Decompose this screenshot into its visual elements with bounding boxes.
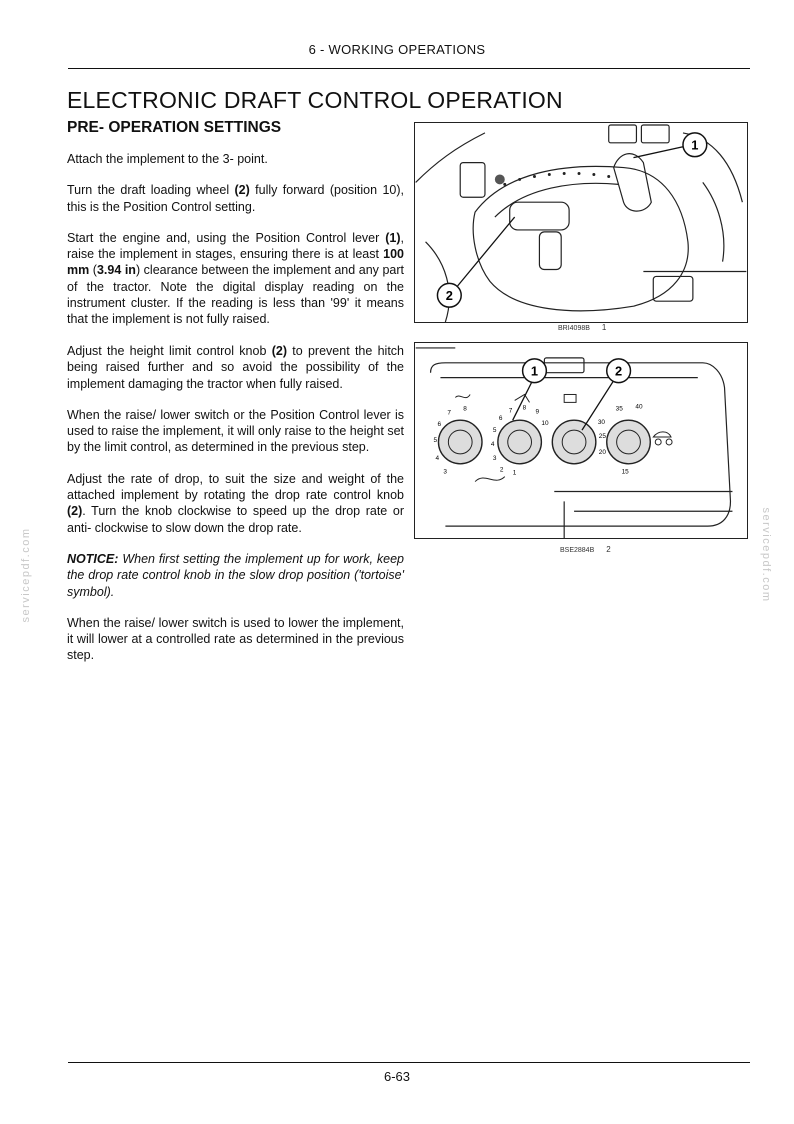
svg-text:5: 5 — [492, 427, 497, 435]
height-limit-icon — [564, 394, 576, 402]
svg-text:6: 6 — [437, 421, 442, 429]
svg-text:1: 1 — [530, 363, 539, 379]
knob-4 — [607, 420, 651, 464]
svg-text:7: 7 — [508, 407, 513, 415]
svg-text:8: 8 — [463, 405, 467, 413]
paragraph-lower-switch: When the raise/ lower switch is used to lower the implement, it will lower at a controlled rate as determined in the previous step. — [67, 615, 404, 663]
svg-text:9: 9 — [535, 408, 540, 416]
svg-text:35: 35 — [615, 405, 623, 413]
paragraph-start-engine: Start the engine and, using the Position Control lever (1), raise the implement in stages, ensuring there is at least 100 mm (3.94 in) clearance between the implement and any part of the tractor. Note the digital display reading on the instrument cluster. If the reading is less than '99' it means that the implement is not fully raised. — [67, 230, 404, 327]
footer-rule — [68, 1062, 750, 1063]
paragraph-draft-wheel: Turn the draft loading wheel (2) fully forward (position 10), this is the Position Control setting. — [67, 183, 404, 214]
svg-text:3: 3 — [443, 468, 447, 476]
paragraph-raise-switch: When the raise/ lower switch or the Position Control lever is used to raise the implement, it will only raise to the height set by the limit control, as determined in the previous step. — [67, 407, 404, 455]
callout-2 — [582, 359, 631, 430]
figure-2-caption: BSE2884B 2 — [560, 545, 611, 554]
notice: NOTICE: When first setting the implement up for work, keep the drop rate control knob in the slow drop position ('tortoise' symbol). — [67, 551, 404, 599]
svg-text:25: 25 — [598, 433, 606, 441]
watermark-right: servicepdf.com — [760, 507, 772, 603]
body-column-bottom — [67, 343, 404, 679]
knob-3 — [552, 420, 596, 464]
running-header: 6 - WORKING OPERATIONS — [308, 42, 486, 57]
svg-text:3: 3 — [492, 454, 497, 462]
lever-console-illustration — [415, 123, 747, 322]
svg-text:2: 2 — [499, 466, 504, 474]
callout-1 — [633, 133, 706, 158]
svg-text:10: 10 — [541, 420, 549, 428]
svg-text:20: 20 — [598, 448, 606, 456]
control-knobs-illustration — [415, 343, 747, 538]
paragraph-height-limit: Adjust the height limit control knob (2) to prevent the hitch being raised further and so avoid the possibility of the implement damaging the tractor when fully raised. — [67, 344, 404, 391]
svg-text:2: 2 — [615, 363, 623, 379]
svg-text:30: 30 — [597, 419, 605, 427]
header-rule — [68, 68, 750, 69]
svg-text:8: 8 — [522, 404, 527, 412]
figure-control-knobs — [414, 342, 748, 539]
tractor-icon — [653, 432, 671, 437]
body-column-top — [67, 151, 404, 343]
knob-1 — [438, 420, 482, 464]
svg-text:4: 4 — [435, 454, 440, 462]
section-title: PRE- OPERATION SETTINGS — [67, 119, 282, 136]
svg-text:4: 4 — [490, 440, 495, 448]
knob-2 — [498, 420, 542, 464]
svg-text:15: 15 — [621, 468, 629, 476]
paragraph-attach: Attach the implement to the 3- point. — [67, 152, 268, 166]
svg-text:7: 7 — [447, 409, 451, 417]
raise-symbol-icon — [455, 394, 470, 397]
watermark-left: servicepdf.com — [20, 527, 32, 623]
svg-text:1: 1 — [512, 469, 517, 477]
callout-1 — [513, 359, 547, 420]
page-number: 6-63 — [383, 1069, 411, 1084]
page-title: ELECTRONIC DRAFT CONTROL OPERATION — [67, 87, 563, 113]
svg-text:40: 40 — [635, 403, 643, 411]
svg-text:6: 6 — [498, 415, 503, 423]
svg-text:1: 1 — [691, 137, 699, 153]
tortoise-symbol-icon — [475, 477, 505, 482]
svg-text:5: 5 — [433, 436, 438, 444]
figure-lever-console — [414, 122, 748, 323]
draft-wheel-icon — [495, 174, 505, 184]
figure-1-caption: BRI4098B 1 — [558, 323, 607, 332]
svg-text:2: 2 — [445, 288, 453, 304]
paragraph-drop-rate: Adjust the rate of drop, to suit the size and weight of the attached implement by rotating the drop rate control knob (2). Turn the knob clockwise to speed up the drop rate or anti- clockwise to slow down the drop rate. — [67, 471, 404, 535]
